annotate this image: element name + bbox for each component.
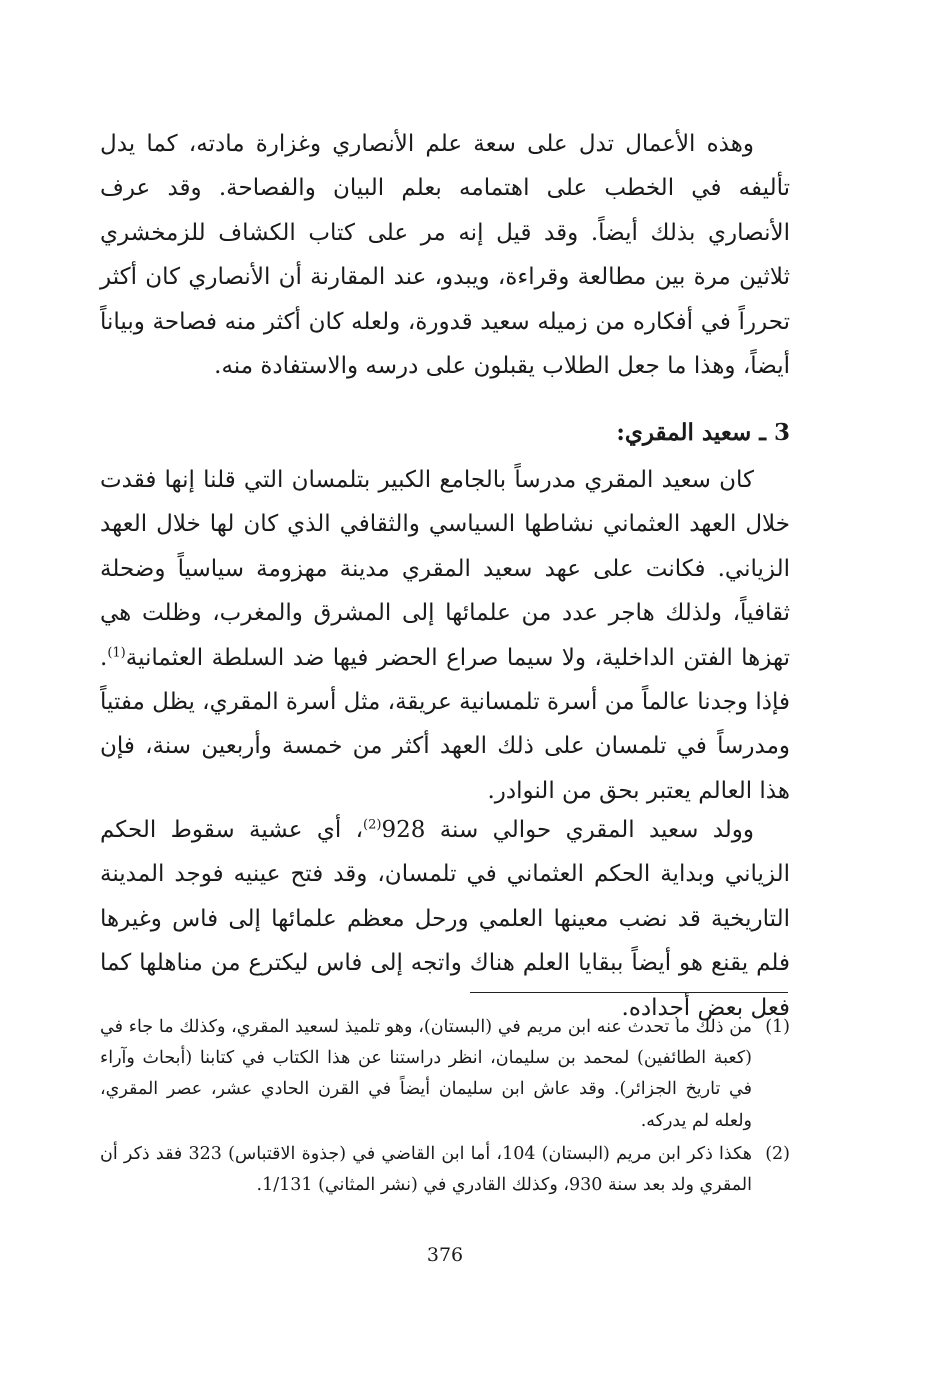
footnote-2 bbox=[100, 1139, 790, 1201]
footnote-reference-1: (1) bbox=[107, 644, 126, 660]
paragraph-2-part-2: . فإذا وجدنا عالماً من أسرة تلمسانية عريقة، مثل أسرة المقري، يظل مفتياً ومدرساً في تلمسان على ذلك العهد أكثر من خمسة وأربعين سنة، فإن هذا العالم يعتبر بحق من النوادر. bbox=[100, 644, 790, 804]
paragraph-1-text: وهذه الأعمال تدل على سعة علم الأنصاري وغزارة مادته، كما يدل تأليفه في الخطب على اهتمامه بعلم البيان والفصاحة. وقد عرف الأنصاري بذلك أيضاً. وقد قيل إنه مر على كتاب الكشاف للزمخشري ثلاثين مرة بين مطالعة وقراءة، ويبدو، عند المقارنة أن الأنصاري كان أكثر تحرراً في أفكاره من زميله سعيد قدورة، ولعله كان أكثر منه فصاحة وبياناً أيضاً، وهذا ما جعل الطلاب يقبلون على درسه والاستفادة منه. bbox=[100, 131, 790, 380]
paragraph-3 bbox=[100, 808, 790, 1030]
footnote-2-number: (2) bbox=[765, 1143, 790, 1164]
footnote-1-text: من ذلك ما تحدث عنه ابن مريم في (البستان)، وهو تلميذ لسعيد المقري، وكذلك ما جاء في (كعبة الطائفين) لمحمد بن سليمان، انظر دراستنا عن هذا الكتاب في كتابنا (أبحاث وآراء في تاريخ الجزائر). وقد عاش ابن سليمان أيضاً في القرن الحادي عشر، عصر المقري، ولعله لم يدركه. bbox=[100, 1017, 752, 1131]
footnote-1 bbox=[100, 1012, 790, 1137]
section-heading: 3 ـ سعيد المقري: bbox=[616, 419, 790, 446]
page-number: 376 bbox=[426, 1244, 464, 1266]
footnote-2-text: هكذا ذكر ابن مريم (البستان) 104، أما ابن القاضي في (جذوة الاقتباس) 323 فقد ذكر أن المقري ولد بعد سنة 930، وكذلك القادري في (نشر المثاني) 1/131. bbox=[100, 1143, 752, 1196]
paragraph-1 bbox=[100, 122, 790, 388]
footnote-reference-2: (2) bbox=[363, 817, 382, 833]
paragraph-3-part-2: ، أي عشية سقوط الحكم الزياني وبداية الحكم العثماني في تلمسان، وقد فتح عينيه فوجد المدينة التاريخية قد نضب معينها العلمي ورحل معظم علمائها إلى فاس وغيرها فلم يقنع هو أيضاً ببقايا العلم هناك واتجه إلى فاس ليكترع من مناهلها كما فعل بعض أجداده. bbox=[100, 817, 790, 1021]
footnote-divider bbox=[470, 992, 788, 993]
footnotes bbox=[100, 1012, 790, 1203]
paragraph-2-part-1: كان سعيد المقري مدرساً بالجامع الكبير بتلمسان التي قلنا إنها فقدت خلال العهد العثماني نشاطها السياسي والثقافي الذي كان لها خلال العهد الزياني. فكانت على عهد سعيد المقري مدينة مهزومة سياسياً وضحلة ثقافياً، ولذلك هاجر عدد من علمائها إلى المشرق والمغرب، وظلت هي تهزها الفتن الداخلية، ولا سيما صراع الحضر فيها ضد السلطة العثمانية bbox=[100, 467, 790, 671]
footnote-1-number: (1) bbox=[765, 1017, 790, 1037]
paragraph-2 bbox=[100, 458, 790, 813]
paragraph-3-part-1: وولد سعيد المقري حوالي سنة 928 bbox=[381, 817, 755, 843]
paragraph-3-text bbox=[100, 808, 790, 1030]
paragraph-2-text bbox=[100, 458, 790, 813]
